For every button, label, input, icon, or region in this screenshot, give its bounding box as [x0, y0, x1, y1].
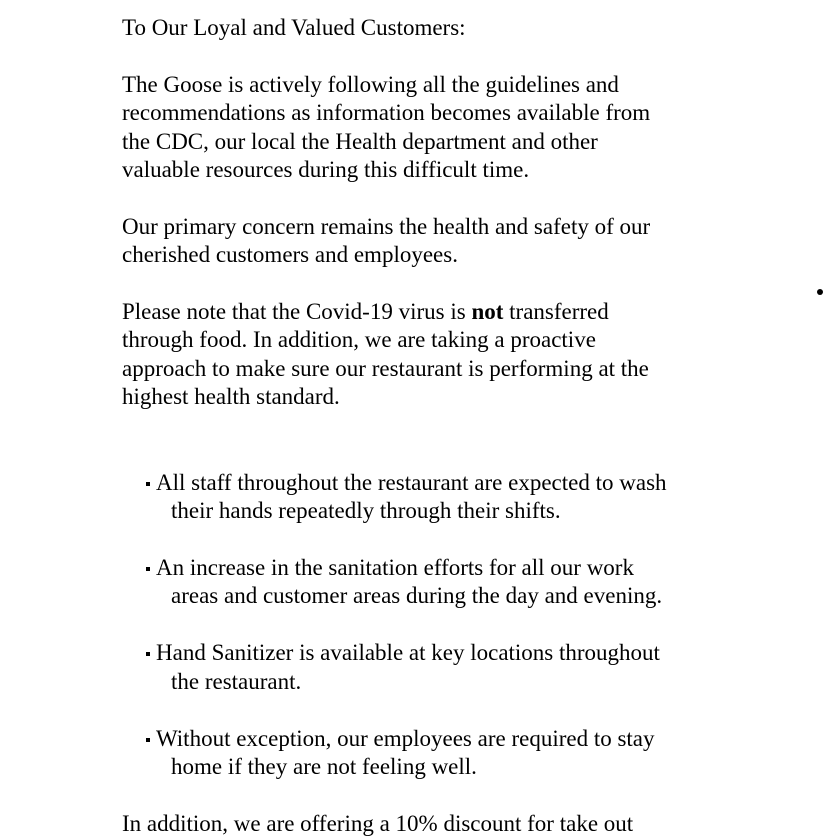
paragraph-line: The Goose is actively following all the guidelines and [122, 72, 619, 97]
emphasis-not: not [471, 299, 504, 324]
paragraph-line: the CDC, our local the Health department and other [122, 129, 598, 154]
bullet-text: Hand Sanitizer is available at key locations throughout [156, 640, 660, 665]
bullet-text: An increase in the sanitation efforts for all our work [156, 555, 634, 580]
bullet-text: home if they are not feeling well. [171, 754, 477, 779]
paragraph-line [122, 298, 609, 326]
bullet-line [146, 639, 660, 667]
paragraph-line: valuable resources during this difficult time. [122, 157, 530, 182]
paragraph-line: recommendations as information becomes available from [122, 100, 651, 125]
paragraph-line: through food. In addition, we are taking a proactive [122, 327, 596, 352]
closing-paragraph: In addition, we are offering a 10% discount for take out [122, 811, 634, 836]
bullet-icon [146, 482, 150, 486]
paragraph-line: Our primary concern remains the health and safety of our [122, 214, 651, 239]
bullet-text: the restaurant. [171, 669, 302, 694]
bullet-text: All staff throughout the restaurant are expected to wash [156, 470, 667, 495]
bullet-icon [146, 738, 150, 742]
bullet-text: their hands repeatedly through their shifts. [171, 498, 561, 523]
salutation: To Our Loyal and Valued Customers: [122, 15, 466, 40]
paragraph-line: highest health standard. [122, 384, 340, 409]
text: Please note that the Covid-19 virus is [122, 299, 472, 324]
bullet-line [146, 725, 655, 753]
bullet-icon [146, 652, 150, 656]
bullet-line [146, 554, 634, 582]
text: transferred [503, 299, 609, 324]
stray-dot-mark [817, 289, 823, 295]
bullet-icon [146, 567, 150, 571]
bullet-line [146, 469, 667, 497]
paragraph-line: cherished customers and employees. [122, 242, 458, 267]
paragraph-line: approach to make sure our restaurant is performing at the [122, 356, 649, 381]
bullet-text: Without exception, our employees are required to stay [156, 726, 655, 751]
bullet-text: areas and customer areas during the day and evening. [171, 583, 663, 608]
